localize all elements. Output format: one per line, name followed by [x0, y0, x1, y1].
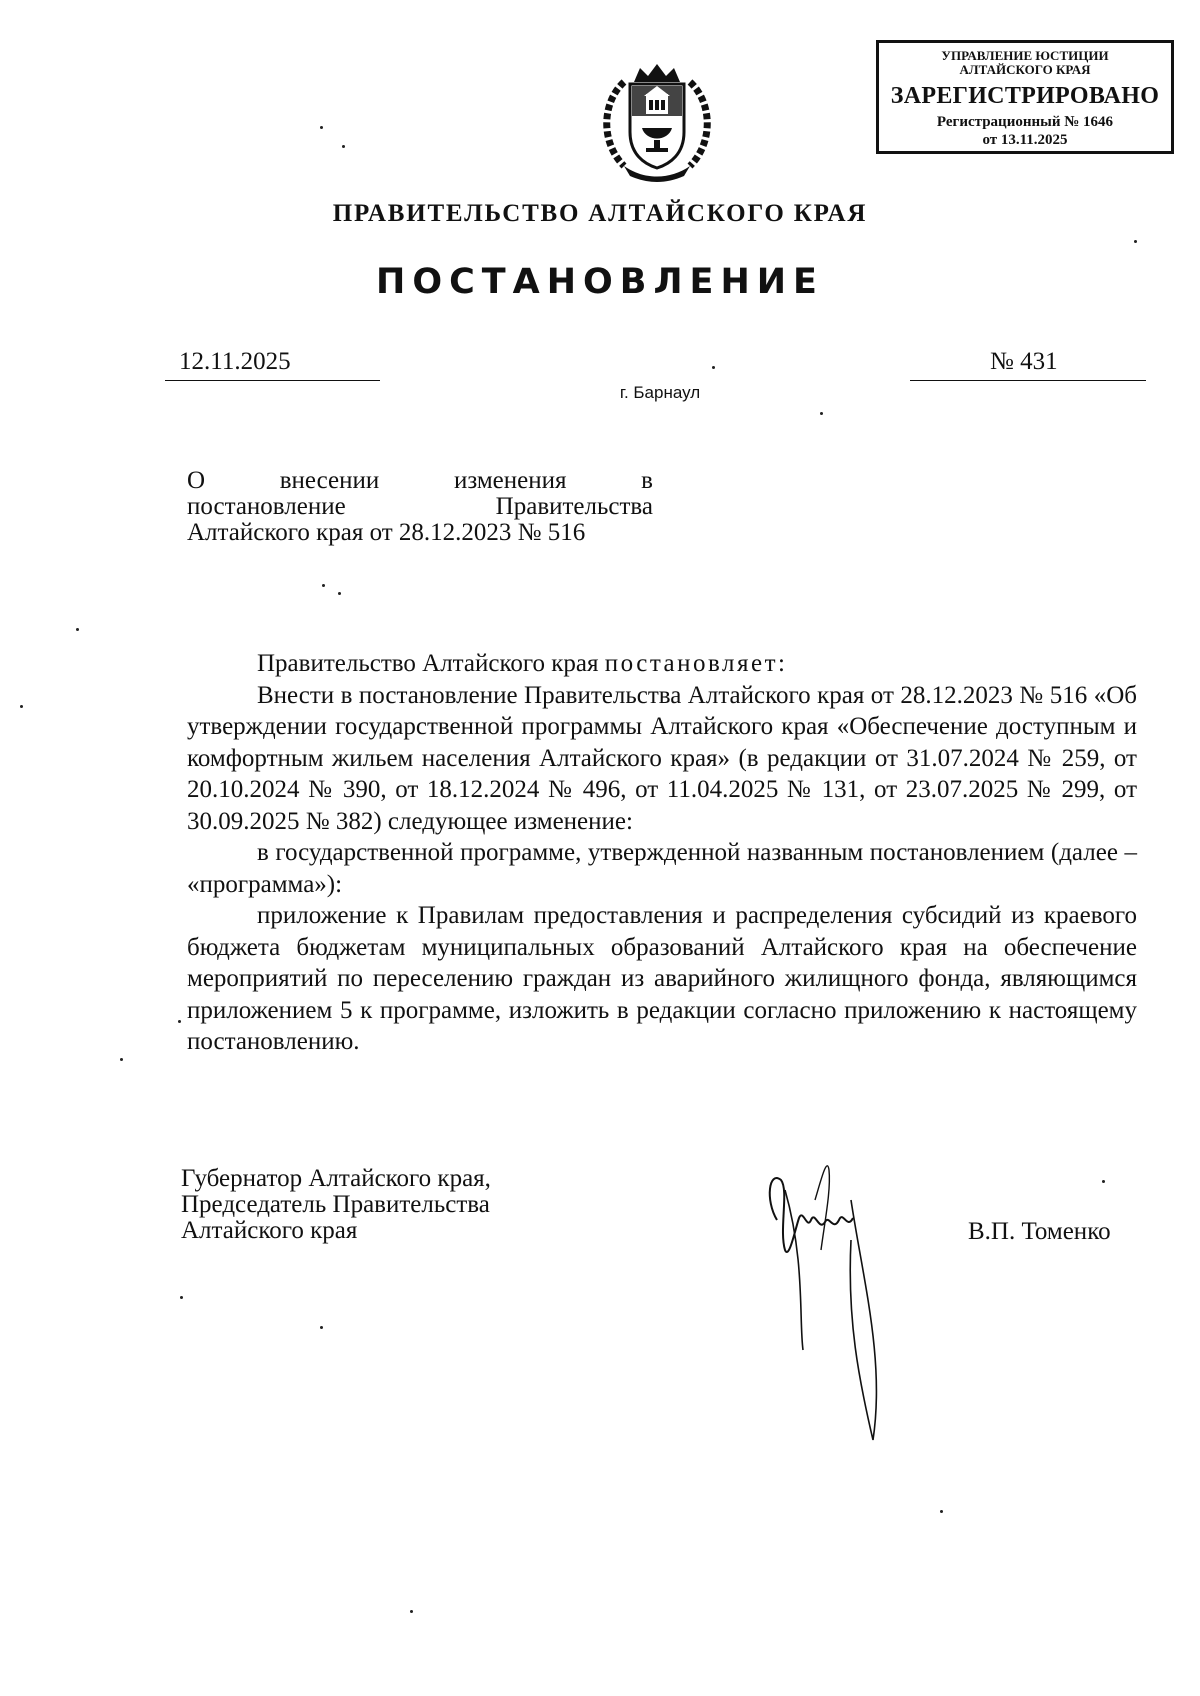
scan-speck [20, 705, 23, 708]
scan-speck [320, 126, 323, 129]
stamp-status: ЗАРЕГИСТРИРОВАНО [890, 83, 1160, 109]
coat-of-arms-icon [594, 62, 720, 184]
document-number-field [910, 346, 1146, 381]
scan-speck [1134, 240, 1137, 243]
scan-speck [342, 145, 345, 148]
document-date: 12.11.2025 [179, 348, 291, 375]
body-paragraph-1 [187, 648, 1137, 680]
document-date-field [165, 346, 380, 381]
stamp-org-line2: АЛТАЙСКОГО КРАЯ [959, 62, 1091, 77]
document-body [187, 648, 1137, 1058]
scan-speck [1102, 1180, 1105, 1183]
document-subject [187, 468, 653, 546]
scan-speck [712, 366, 715, 369]
scan-speck [320, 1326, 323, 1329]
stamp-reg-number: Регистрационный № 1646 [936, 114, 1114, 130]
handwritten-signature [755, 1160, 905, 1460]
body-paragraph-2: Внести в постановление Правительства Алтайского края от 28.12.2023 № 516 «Об утверждении государственной программы Алтайского края «Обеспечение доступным и комфортным жильем населения Алтайского края» (в редакции от 31.07.2024 № 259, от 20.10.2024 № 390, от 18.12.2024 № 496, от 11.04.2025 № 131, от 23.07.2025 № 299, от 30.09.2025 № 382) следующее изменение: [187, 681, 1137, 835]
government-name: ПРАВИТЕЛЬСТВО АЛТАЙСКОГО КРАЯ [332, 200, 868, 227]
signer-title3: Алтайского края [181, 1217, 358, 1244]
scan-speck [322, 584, 325, 587]
scan-speck [178, 1020, 181, 1023]
signer-name: В.П. Томенко [968, 1218, 1111, 1245]
subject-line1: О внесении изменения в [187, 467, 653, 494]
signer-position [181, 1166, 581, 1244]
document-city: г. Барнаул [619, 383, 701, 402]
scan-speck [76, 628, 79, 631]
stamp-org-line1: УПРАВЛЕНИЕ ЮСТИЦИИ [941, 48, 1109, 63]
scan-speck [338, 592, 341, 595]
subject-line3: Алтайского края от 28.12.2023 № 516 [187, 519, 586, 546]
body-p1-verb: постановляет: [604, 650, 788, 677]
scan-speck [410, 1610, 413, 1613]
subject-line2: постановление Правительства [187, 493, 653, 520]
scan-speck [940, 1510, 943, 1513]
body-paragraph-3: в государственной программе, утвержденной названным постановлением (далее – «программа»): [187, 839, 1137, 898]
scan-speck [180, 1296, 183, 1299]
stamp-reg-date: от 13.11.2025 [982, 132, 1068, 148]
body-p1-lead: Правительство Алтайского края [257, 650, 599, 677]
signer-title2: Председатель Правительства [181, 1191, 490, 1218]
signer-title1: Губернатор Алтайского края, [181, 1165, 491, 1192]
body-paragraph-4: приложение к Правилам предоставления и распределения субсидий из краевого бюджета бюджетам муниципальных образований Алтайского края на обеспечение мероприятий по переселению граждан из аварийного жилищного фонда, являющимся приложением 5 к программе, изложить в редакции согласно приложению к настоящему постановлению. [187, 902, 1137, 1055]
registration-stamp [876, 40, 1174, 154]
document-number: № 431 [990, 348, 1058, 375]
document-type-title: ПОСТАНОВЛЕНИЕ [376, 262, 824, 302]
scan-speck [120, 1058, 123, 1061]
scan-speck [820, 412, 823, 415]
